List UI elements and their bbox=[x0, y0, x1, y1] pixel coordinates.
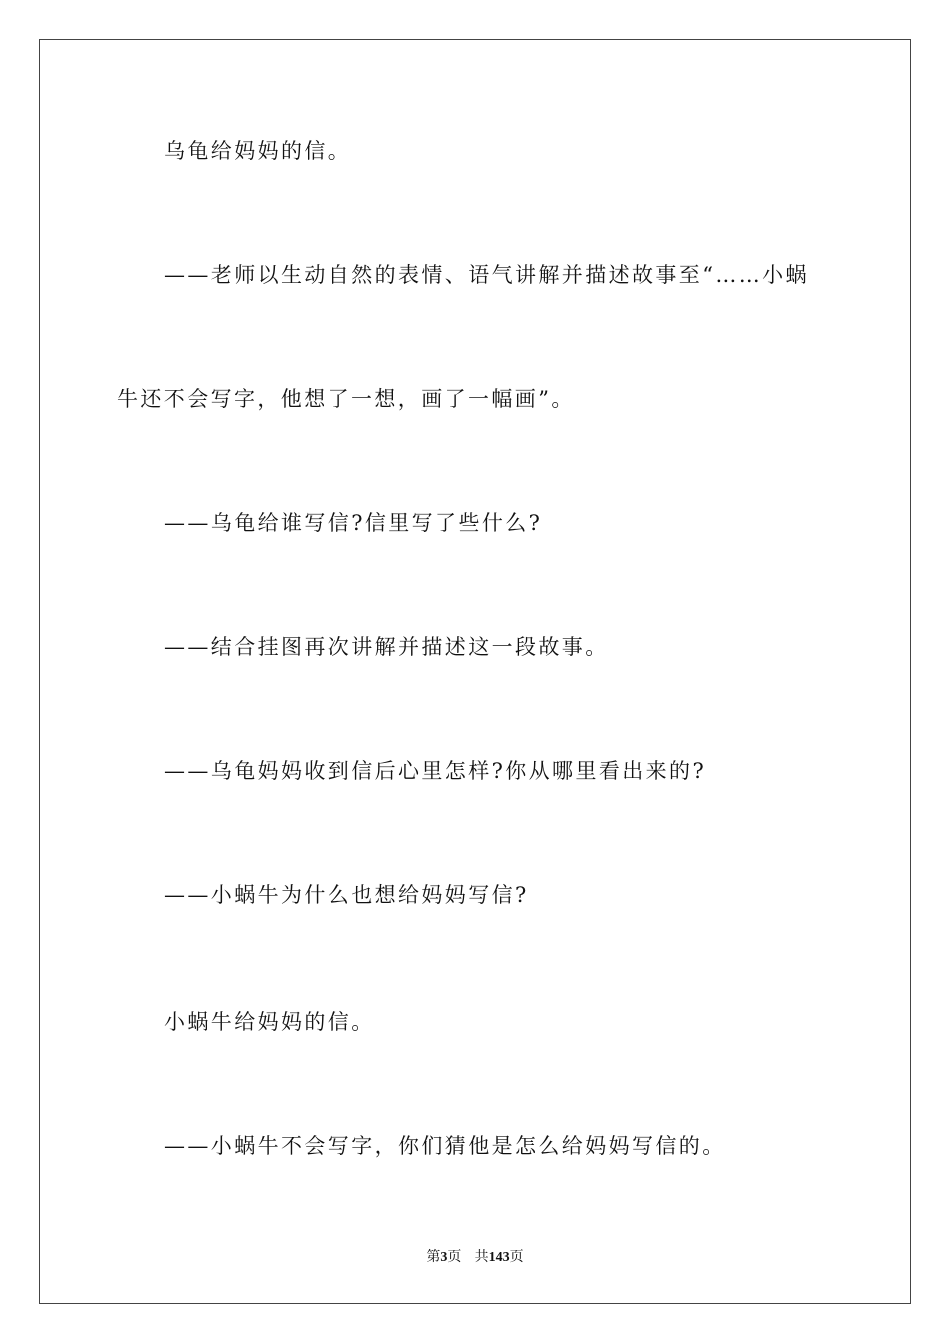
paragraph-7: 小蜗牛给妈妈的信。 bbox=[164, 1010, 375, 1034]
footer-page-number: 3 bbox=[440, 1250, 448, 1265]
paragraph-2: ——老师以生动自然的表情、语气讲解并描述故事至“……小蜗 bbox=[164, 263, 809, 287]
paragraph-6: ——小蜗牛为什么也想给妈妈写信? bbox=[164, 883, 529, 907]
paragraph-2-continued: 牛还不会写字，他想了一想，画了一幅画”。 bbox=[117, 387, 575, 411]
paragraph-1: 乌龟给妈妈的信。 bbox=[164, 139, 352, 163]
page-frame bbox=[39, 39, 911, 1304]
footer-total-pages: 143 bbox=[488, 1250, 510, 1265]
footer-total-prefix: 共 bbox=[474, 1249, 489, 1265]
footer-page-prefix: 第 bbox=[426, 1249, 441, 1265]
footer-page-suffix: 页 bbox=[447, 1249, 462, 1265]
paragraph-8: ——小蜗牛不会写字，你们猜他是怎么给妈妈写信的。 bbox=[164, 1134, 726, 1158]
paragraph-3: ——乌龟给谁写信?信里写了些什么? bbox=[164, 511, 543, 535]
paragraph-5: ——乌龟妈妈收到信后心里怎样?你从哪里看出来的? bbox=[164, 759, 707, 783]
footer-total-suffix: 页 bbox=[509, 1249, 524, 1265]
paragraph-4: ——结合挂图再次讲解并描述这一段故事。 bbox=[164, 635, 609, 659]
page-footer bbox=[0, 1248, 950, 1267]
